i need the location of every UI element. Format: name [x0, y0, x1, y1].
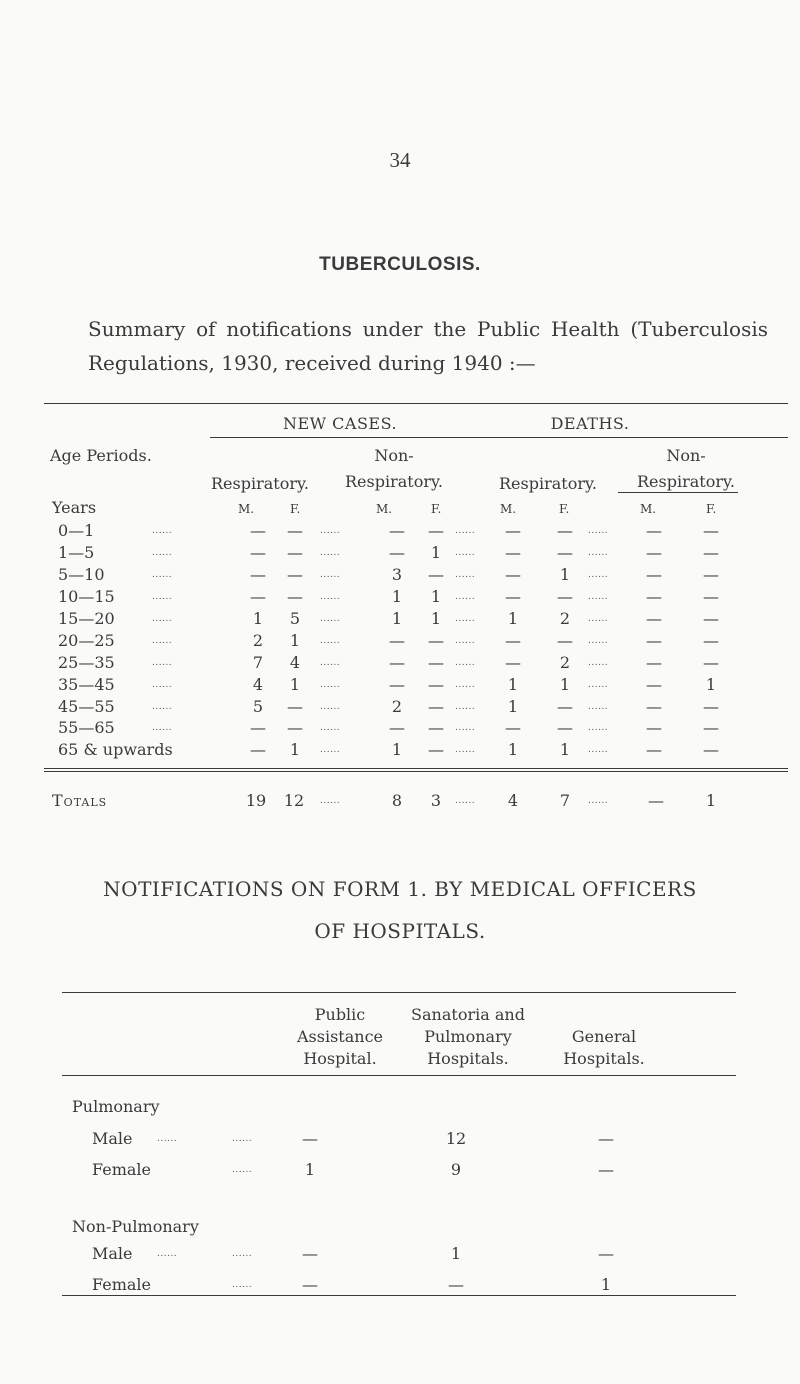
table-cell: 1 — [559, 565, 571, 584]
table-cell: — — [646, 609, 662, 628]
table-cell: — — [646, 718, 662, 737]
col-m: M. — [238, 502, 255, 516]
leader-dots: ...... — [152, 680, 173, 690]
table-cell: — — [703, 653, 719, 672]
table-cell: 1 — [430, 543, 442, 562]
age-periods-header: Age Periods. — [50, 446, 152, 465]
age-period-label: 25—35 — [58, 653, 115, 672]
age-period-label: 15—20 — [58, 609, 115, 628]
table2-top-rule — [62, 992, 736, 993]
leader-dots: ...... — [320, 526, 341, 536]
leader-dots: ...... — [455, 614, 476, 624]
table2-bottom-rule — [62, 1295, 736, 1296]
table-cell: — — [557, 631, 573, 650]
leader-dots: ...... — [588, 526, 609, 536]
years-label: Years — [52, 498, 97, 517]
leader-dots: ...... — [232, 1249, 253, 1259]
sex-label: Male — [92, 1129, 133, 1148]
totals-label: Totals — [52, 791, 108, 810]
page-title: TUBERCULOSIS. — [319, 254, 481, 275]
age-period-label: 0—1 — [58, 521, 95, 540]
leader-dots: ...... — [320, 723, 341, 733]
table-cell: — — [505, 565, 521, 584]
group-rule — [210, 437, 788, 438]
leader-dots: ...... — [320, 570, 341, 580]
table-cell: — — [428, 653, 444, 672]
leader-dots: ...... — [455, 592, 476, 602]
leader-dots: ...... — [588, 636, 609, 646]
table-cell: — — [505, 543, 521, 562]
leader-dots: ...... — [455, 526, 476, 536]
col-f: F. — [706, 502, 717, 516]
age-period-label: 20—25 — [58, 631, 115, 650]
deaths-nonresp-header: Non- Respiratory. — [637, 446, 735, 491]
table-cell: — — [646, 697, 662, 716]
table-cell: 1 — [430, 609, 442, 628]
leader-dots: ...... — [320, 636, 341, 646]
leader-dots: ...... — [455, 636, 476, 646]
table-cell: — — [250, 740, 266, 759]
leader-dots: ...... — [152, 548, 173, 558]
table-cell: — — [250, 565, 266, 584]
table-cell: — — [287, 543, 303, 562]
table-cell: 1 — [289, 675, 301, 694]
table-cell: — — [505, 631, 521, 650]
table-cell: — — [703, 587, 719, 606]
totals-cell: 1 — [705, 791, 717, 810]
leader-dots: ...... — [320, 702, 341, 712]
leader-dots: ...... — [152, 702, 173, 712]
table2-header-rule — [62, 1075, 736, 1076]
table-cell: — — [428, 718, 444, 737]
table-cell: — — [703, 521, 719, 540]
table2-cell: 12 — [445, 1129, 467, 1148]
nonresp-header: Non- Respiratory. — [345, 446, 443, 491]
table-cell: — — [505, 521, 521, 540]
leader-dots: ...... — [588, 723, 609, 733]
leader-dots: ...... — [152, 658, 173, 668]
table2-cell: 9 — [450, 1160, 462, 1179]
table-bottom-rule-2 — [44, 771, 788, 772]
leader-dots: ...... — [588, 680, 609, 690]
col-f: F. — [431, 502, 442, 516]
table-cell: 2 — [252, 631, 264, 650]
leader-dots: ...... — [588, 658, 609, 668]
leader-dots: ...... — [455, 745, 476, 755]
sex-label: Female — [92, 1275, 151, 1294]
table-top-rule — [44, 403, 788, 404]
age-period-label: 35—45 — [58, 675, 115, 694]
table2-cell: — — [448, 1275, 464, 1294]
table-cell: — — [389, 653, 405, 672]
leader-dots: ...... — [152, 570, 173, 580]
leader-dots: ...... — [588, 592, 609, 602]
table2-cell: — — [598, 1160, 614, 1179]
deaths-header: DEATHS. — [550, 414, 630, 433]
table-cell: — — [703, 631, 719, 650]
table-cell: 4 — [289, 653, 301, 672]
leader-dots: ...... — [232, 1165, 253, 1175]
pulmonary-label: Pulmonary — [72, 1097, 160, 1116]
leader-dots: ...... — [320, 658, 341, 668]
table-cell: 2 — [559, 653, 571, 672]
table-cell: 4 — [252, 675, 264, 694]
table-cell: 2 — [391, 697, 403, 716]
table-cell: 2 — [559, 609, 571, 628]
table2-cell: — — [302, 1275, 318, 1294]
totals-cell: — — [648, 791, 664, 810]
table-cell: — — [646, 740, 662, 759]
table-cell: 1 — [507, 697, 519, 716]
table-cell: 1 — [559, 675, 571, 694]
table-cell: 5 — [252, 697, 264, 716]
table-cell: — — [557, 697, 573, 716]
age-period-label: 1—5 — [58, 543, 95, 562]
table-cell: — — [505, 718, 521, 737]
table-cell: — — [505, 587, 521, 606]
table-cell: — — [389, 543, 405, 562]
leader-dots: ...... — [455, 570, 476, 580]
table-cell: 1 — [430, 587, 442, 606]
table-cell: — — [287, 718, 303, 737]
age-period-label: 45—55 — [58, 697, 115, 716]
age-period-label: 55—65 — [58, 718, 115, 737]
leader-dots: ...... — [320, 796, 341, 806]
sex-label: Female — [92, 1160, 151, 1179]
totals-cell: 19 — [245, 791, 267, 810]
table-cell: — — [250, 718, 266, 737]
leader-dots: ...... — [152, 636, 173, 646]
table-cell: 7 — [252, 653, 264, 672]
table-cell: — — [287, 521, 303, 540]
leader-dots: ...... — [588, 570, 609, 580]
sex-label: Male — [92, 1244, 133, 1263]
table-cell: — — [287, 565, 303, 584]
col-m: M. — [640, 502, 657, 516]
table-cell: — — [250, 521, 266, 540]
table-cell: — — [428, 565, 444, 584]
table-cell: 1 — [705, 675, 717, 694]
table-cell: — — [505, 653, 521, 672]
leader-dots: ...... — [455, 723, 476, 733]
leader-dots: ...... — [152, 526, 173, 536]
leader-dots: ...... — [320, 548, 341, 558]
table-cell: 1 — [507, 609, 519, 628]
summary-text: Summary of notifications under the Public Health (Tuberculosis Regulations, 1930, received during 1940 :— — [88, 317, 768, 375]
table-cell: — — [428, 697, 444, 716]
table-cell: 3 — [391, 565, 403, 584]
leader-dots: ...... — [157, 1249, 178, 1259]
leader-dots: ...... — [588, 745, 609, 755]
table2-cell: 1 — [450, 1244, 462, 1263]
col-f: F. — [290, 502, 301, 516]
table2-cell: — — [598, 1129, 614, 1148]
leader-dots: ...... — [588, 702, 609, 712]
leader-dots: ...... — [152, 592, 173, 602]
notifications-title-2: OF HOSPITALS. — [314, 919, 486, 943]
table2-cell: — — [302, 1244, 318, 1263]
table-cell: — — [389, 631, 405, 650]
leader-dots: ...... — [588, 548, 609, 558]
table-cell: — — [703, 697, 719, 716]
table-cell: — — [557, 718, 573, 737]
table-cell: — — [646, 543, 662, 562]
table-cell: — — [428, 631, 444, 650]
table-cell: 1 — [507, 740, 519, 759]
table-cell: — — [287, 587, 303, 606]
table-cell: — — [646, 565, 662, 584]
table-cell: — — [389, 675, 405, 694]
sanatoria-header: Sanatoria and Pulmonary Hospitals. — [411, 1005, 525, 1068]
table-cell: — — [646, 631, 662, 650]
totals-cell: 4 — [507, 791, 519, 810]
table-cell: — — [389, 521, 405, 540]
table2-cell: 1 — [600, 1275, 612, 1294]
table2-cell: — — [598, 1244, 614, 1263]
leader-dots: ...... — [157, 1134, 178, 1144]
leader-dots: ...... — [455, 658, 476, 668]
table-cell: — — [703, 609, 719, 628]
leader-dots: ...... — [320, 680, 341, 690]
leader-dots: ...... — [320, 745, 341, 755]
table-cell: 1 — [289, 740, 301, 759]
table-cell: — — [557, 543, 573, 562]
totals-cell: 7 — [559, 791, 571, 810]
table-cell: — — [250, 587, 266, 606]
totals-cell: 3 — [430, 791, 442, 810]
table-cell: — — [250, 543, 266, 562]
leader-dots: ...... — [232, 1134, 253, 1144]
table-cell: — — [287, 697, 303, 716]
table-cell: — — [646, 675, 662, 694]
table-cell: — — [703, 718, 719, 737]
leader-dots: ...... — [152, 614, 173, 624]
age-period-label: 10—15 — [58, 587, 115, 606]
table-cell: — — [703, 543, 719, 562]
nonresp-underline — [618, 492, 738, 493]
table2-cell: — — [302, 1129, 318, 1148]
leader-dots: ...... — [152, 723, 173, 733]
new-cases-header: NEW CASES. — [282, 414, 398, 433]
non-pulmonary-label: Non-Pulmonary — [72, 1217, 199, 1236]
table-cell: — — [703, 565, 719, 584]
table-bottom-rule — [44, 768, 788, 769]
totals-cell: 12 — [283, 791, 305, 810]
leader-dots: ...... — [455, 680, 476, 690]
table-cell: 1 — [391, 587, 403, 606]
table-cell: — — [557, 521, 573, 540]
table-cell: — — [557, 587, 573, 606]
table-cell: — — [646, 653, 662, 672]
col-m: M. — [500, 502, 517, 516]
notifications-title: NOTIFICATIONS ON FORM 1. BY MEDICAL OFFICERS — [103, 877, 697, 901]
leader-dots: ...... — [588, 796, 609, 806]
table-cell: 1 — [252, 609, 264, 628]
table2-cell: 1 — [304, 1160, 316, 1179]
public-assistance-header: Public Assistance Hospital. — [296, 1005, 384, 1068]
table-cell: — — [389, 718, 405, 737]
leader-dots: ...... — [455, 548, 476, 558]
table-cell: 5 — [289, 609, 301, 628]
table-cell: — — [646, 521, 662, 540]
age-period-label: 5—10 — [58, 565, 105, 584]
table-cell: — — [428, 521, 444, 540]
table-cell: 1 — [391, 609, 403, 628]
table-cell: 1 — [559, 740, 571, 759]
totals-cell: 8 — [391, 791, 403, 810]
table-cell: 1 — [507, 675, 519, 694]
table-cell: — — [646, 587, 662, 606]
deaths-resp-header: Respiratory. — [499, 474, 597, 493]
table-cell: 1 — [391, 740, 403, 759]
table-cell: 1 — [289, 631, 301, 650]
leader-dots: ...... — [588, 614, 609, 624]
table-cell: — — [703, 740, 719, 759]
page-number: 34 — [389, 148, 411, 172]
leader-dots: ...... — [320, 614, 341, 624]
col-f: F. — [559, 502, 570, 516]
leader-dots: ...... — [320, 592, 341, 602]
leader-dots: ...... — [455, 702, 476, 712]
table-cell: — — [428, 740, 444, 759]
leader-dots: ...... — [455, 796, 476, 806]
table-cell: — — [428, 675, 444, 694]
resp-header: Respiratory. — [211, 474, 309, 493]
age-period-label: 65 & upwards — [58, 740, 173, 759]
col-m: M. — [376, 502, 393, 516]
leader-dots: ...... — [232, 1280, 253, 1290]
general-hospitals-header: General Hospitals. — [563, 1027, 645, 1068]
